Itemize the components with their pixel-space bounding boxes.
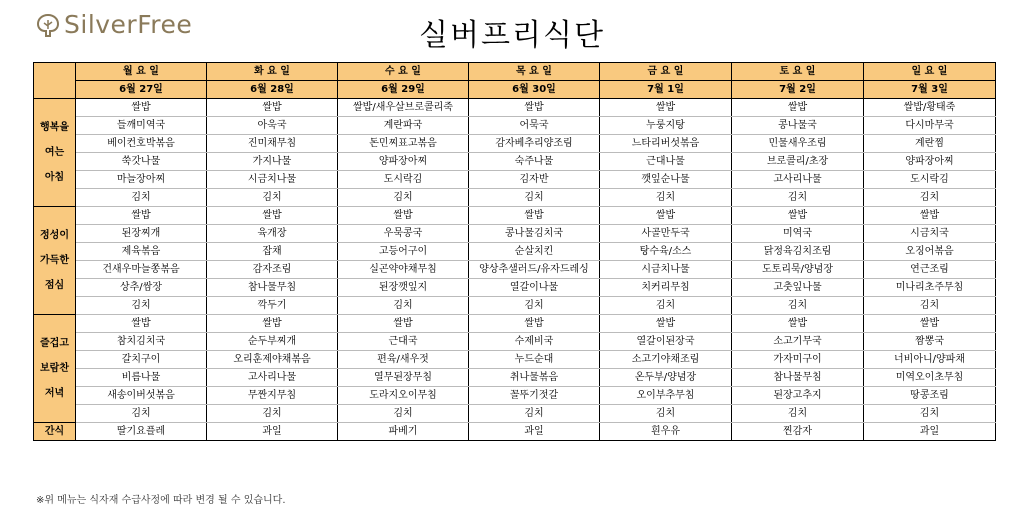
menu-item: 쌀밥/새우살브로콜리죽 [338,99,469,117]
menu-row [34,387,996,405]
menu-item: 우묵콩국 [338,225,469,243]
day-date: 6월 30일 [469,81,600,99]
menu-item: 상추/쌈장 [76,279,207,297]
menu-item: 김치 [338,297,469,315]
menu-item: 참나물무침 [207,279,338,297]
menu-item: 새송이버섯볶음 [76,387,207,405]
meal-label-line: 정성이 [40,230,69,241]
menu-item: 도시락김 [864,171,996,189]
menu-item: 소고기야채조림 [600,351,732,369]
day-name: 일 요 일 [864,63,996,81]
day-name: 화 요 일 [207,63,338,81]
menu-item: 미역오이초무침 [864,369,996,387]
menu-item: 들깨미역국 [76,117,207,135]
snack-item: 파베기 [338,423,469,441]
menu-row [34,117,996,135]
menu-item: 고사리나물 [207,369,338,387]
menu-row [34,243,996,261]
menu-item: 김치 [732,405,864,423]
menu-row [34,261,996,279]
menu-row [34,153,996,171]
menu-item: 닭정육김치조림 [732,243,864,261]
meal-label [34,99,76,207]
menu-item: 김치 [207,189,338,207]
menu-item: 고등어구이 [338,243,469,261]
menu-item: 무짠지무침 [207,387,338,405]
menu-item: 김치 [338,189,469,207]
menu-item: 쌀밥 [600,315,732,333]
meal-label-line: 가득한 [40,255,69,266]
menu-item: 숙주나물 [469,153,600,171]
menu-item: 양파장아찌 [864,153,996,171]
menu-item: 꼴뚜기젓갈 [469,387,600,405]
menu-item: 김치 [864,297,996,315]
snack-item: 찐감자 [732,423,864,441]
snack-item: 흰우유 [600,423,732,441]
menu-item: 쌀밥 [732,207,864,225]
menu-item: 순두부찌개 [207,333,338,351]
menu-item: 소고기무국 [732,333,864,351]
menu-item: 김치 [600,405,732,423]
menu-item: 근대국 [338,333,469,351]
menu-item: 도토리묵/양념장 [732,261,864,279]
menu-item: 오이부추무침 [600,387,732,405]
menu-item: 가자미구이 [732,351,864,369]
menu-item: 쌀밥 [864,207,996,225]
snack-item: 딸기요플레 [76,423,207,441]
menu-item: 탕수육/소스 [600,243,732,261]
menu-item: 김치 [600,297,732,315]
menu-row [34,171,996,189]
header-corner [34,63,76,99]
menu-item: 김치 [732,189,864,207]
menu-item: 쌀밥 [76,207,207,225]
day-name: 토 요 일 [732,63,864,81]
menu-item: 김치 [732,297,864,315]
menu-item: 김치 [76,297,207,315]
menu-item: 계란찜 [864,135,996,153]
menu-item: 열갈이된장국 [600,333,732,351]
menu-row [34,189,996,207]
menu-item: 돈민찌표고볶음 [338,135,469,153]
menu-item: 김치 [864,405,996,423]
day-date-row [34,81,996,99]
menu-item: 누드순대 [469,351,600,369]
menu-item: 쌀밥 [469,315,600,333]
menu-item: 실곤약야채무침 [338,261,469,279]
snack-row [34,423,996,441]
menu-item: 김치 [76,405,207,423]
menu-item: 쌀밥 [732,315,864,333]
day-date: 6월 29일 [338,81,469,99]
menu-item: 진미채무침 [207,135,338,153]
menu-item: 쌀밥 [338,207,469,225]
day-date: 7월 1일 [600,81,732,99]
menu-item: 김치 [469,297,600,315]
menu-item: 미나리초주무침 [864,279,996,297]
snack-item: 과일 [469,423,600,441]
menu-row [34,369,996,387]
menu-item: 땅콩조림 [864,387,996,405]
menu-item: 비름나물 [76,369,207,387]
menu-row [34,315,996,333]
menu-item: 짬뽕국 [864,333,996,351]
menu-item: 쌀밥 [76,315,207,333]
menu-item: 콩나물국 [732,117,864,135]
menu-item: 감자조림 [207,261,338,279]
meal-label-line: 점심 [44,280,65,291]
meal-label [34,315,76,423]
menu-item: 너비아니/양파채 [864,351,996,369]
menu-item: 미역국 [732,225,864,243]
menu-table [33,62,996,441]
menu-row [34,351,996,369]
day-date: 6월 28일 [207,81,338,99]
logo-text: SilverFree [64,10,193,39]
page-title: 실버프리식단 [419,18,605,53]
menu-item: 쌀밥 [864,315,996,333]
menu-item: 열갈이나물 [469,279,600,297]
menu-item: 고춧잎나물 [732,279,864,297]
menu-item: 시금치나물 [600,261,732,279]
meal-label [34,207,76,315]
header [0,0,1024,60]
menu-row [34,99,996,117]
menu-item: 콩나물김치국 [469,225,600,243]
menu-item: 아욱국 [207,117,338,135]
menu-row [34,405,996,423]
day-date: 6월 27일 [76,81,207,99]
menu-item: 마늘장아찌 [76,171,207,189]
menu-body [34,99,996,441]
menu-item: 연근조림 [864,261,996,279]
menu-row [34,279,996,297]
menu-item: 쌀밥 [600,207,732,225]
meal-label-line: 행복을 [40,122,69,133]
menu-item: 느타리버섯볶음 [600,135,732,153]
menu-item: 쌀밥 [207,315,338,333]
meal-label-line: 저녁 [44,388,65,399]
menu-item: 계란파국 [338,117,469,135]
menu-row [34,135,996,153]
menu-row [34,225,996,243]
menu-item: 쌀밥 [732,99,864,117]
menu-item: 참치김치국 [76,333,207,351]
menu-item: 김치 [76,189,207,207]
meal-label-line: 즐겁고 [40,338,69,349]
menu-item: 쌀밥 [600,99,732,117]
menu-item: 다시마무국 [864,117,996,135]
menu-item: 수제비국 [469,333,600,351]
menu-item: 베이컨호박볶음 [76,135,207,153]
menu-item: 쌀밥/황태죽 [864,99,996,117]
menu-item: 순살치킨 [469,243,600,261]
menu-item: 건새우마늘쫑볶음 [76,261,207,279]
menu-item: 참나물무침 [732,369,864,387]
menu-item: 깍두기 [207,297,338,315]
menu-item: 된장찌개 [76,225,207,243]
menu-item: 고사리나물 [732,171,864,189]
menu-item: 오징어볶음 [864,243,996,261]
menu-item: 도시락김 [338,171,469,189]
menu-item: 김자반 [469,171,600,189]
menu-item: 편육/새우젓 [338,351,469,369]
meal-label-line: 여는 [44,147,65,158]
menu-item: 치커리무침 [600,279,732,297]
menu-item: 취나물볶음 [469,369,600,387]
meal-label-line: 아침 [44,172,65,183]
menu-item: 김치 [469,405,600,423]
menu-item: 어묵국 [469,117,600,135]
day-date: 7월 3일 [864,81,996,99]
menu-item: 된장깻잎지 [338,279,469,297]
day-name: 금 요 일 [600,63,732,81]
menu-item: 근대나물 [600,153,732,171]
menu-item: 양파장아찌 [338,153,469,171]
snack-item: 과일 [207,423,338,441]
menu-item: 오리훈제야채볶음 [207,351,338,369]
menu-item: 갈치구이 [76,351,207,369]
menu-item: 온두부/양념장 [600,369,732,387]
menu-item: 사골만두국 [600,225,732,243]
menu-item: 쑥갓나물 [76,153,207,171]
menu-item: 쌀밥 [469,99,600,117]
menu-item: 깻잎순나물 [600,171,732,189]
day-name: 월 요 일 [76,63,207,81]
menu-item: 누룽지탕 [600,117,732,135]
menu-item: 열무된장무침 [338,369,469,387]
menu-item: 된장고추지 [732,387,864,405]
menu-item: 감자베추리양조림 [469,135,600,153]
meal-label-line: 보람찬 [40,363,69,374]
menu-item: 쌀밥 [76,99,207,117]
footnote: ※위 메뉴는 식자재 수급사정에 따라 변경 될 수 있습니다. [36,495,286,506]
menu-item: 김치 [338,405,469,423]
menu-item: 김치 [864,189,996,207]
menu-item: 민물새우조림 [732,135,864,153]
menu-row [34,297,996,315]
menu-item: 김치 [207,405,338,423]
menu-item: 시금치국 [864,225,996,243]
day-name-row [34,63,996,81]
menu-item: 쌀밥 [207,207,338,225]
menu-item: 제육볶음 [76,243,207,261]
menu-item: 양상추샐러드/유자드레싱 [469,261,600,279]
menu-item: 잡채 [207,243,338,261]
day-name: 수 요 일 [338,63,469,81]
menu-item: 김치 [600,189,732,207]
menu-row [34,207,996,225]
menu-item: 육개장 [207,225,338,243]
menu-item: 도라지오이무침 [338,387,469,405]
day-date: 7월 2일 [732,81,864,99]
menu-item: 브로콜리/초장 [732,153,864,171]
menu-item: 김치 [469,189,600,207]
menu-item: 쌀밥 [338,315,469,333]
snack-label: 간식 [34,423,76,441]
menu-item: 쌀밥 [207,99,338,117]
menu-item: 시금치나물 [207,171,338,189]
menu-item: 가지나물 [207,153,338,171]
day-name: 목 요 일 [469,63,600,81]
menu-row [34,333,996,351]
snack-item: 과일 [864,423,996,441]
menu-item: 쌀밥 [469,207,600,225]
